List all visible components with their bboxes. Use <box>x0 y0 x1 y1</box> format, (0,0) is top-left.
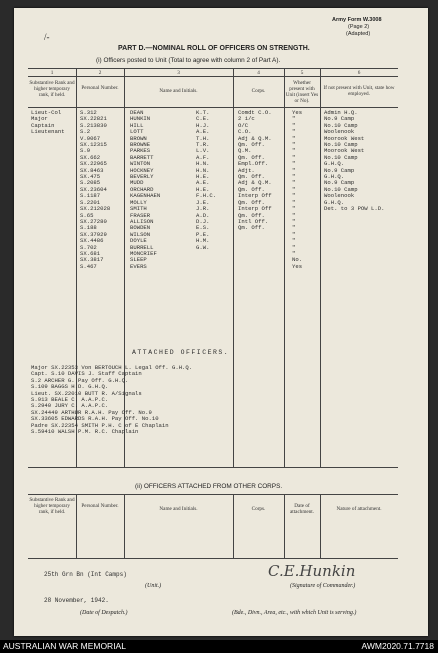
part-title: PART D.—NOMINAL ROLL OF OFFICERS ON STRENGTH. <box>118 45 310 52</box>
page-number: (Page 2) <box>348 24 370 30</box>
army-form-id: Army Form W.3008 <box>332 17 382 23</box>
col-corps: Comdt C.O. 2 i/c O/C C.O. Adj & Q.M. Qm. Off. Q.M. Qm. Off. Empl.Off. Adjt. Qm. Off. Adj & Q.M. Qm. Off. Interp Off Qm. Off. Interp Off Qm. Off. Intl Off. Qm. Off. <box>238 109 272 232</box>
sec2-header-personal-number: Personal Number. <box>81 503 119 509</box>
col-number-4: 4 <box>257 70 260 76</box>
col-header-rank: Substantive Rank and higher temporary rank, if held. <box>29 80 75 98</box>
unit-value: 25th Grn Bn (Int Camps) <box>44 571 127 578</box>
archive-id: AWM2020.71.7718 <box>361 641 434 651</box>
col-present: Yes " " " " " " " " " " " " " " " " " " " " " " No. Yes <box>292 109 303 270</box>
col-personal-numbers: S.312 SX.22821 S.213830 S.2 V.9067 SX.12315 S.9 SX.662 SX.22965 SX.8463 SX.475 S.2085 SX.23604 S.1187 S.2201 SX.212028 S.65 SX.27280 S.188 SX.37929 SX.4486 S.702 SX.681 SX.3817 S.467 <box>80 109 111 270</box>
archive-footer-bar <box>0 640 438 653</box>
sec2-header-date: Date of attachment. <box>289 503 315 515</box>
sec2-header-name: Name and Initials. <box>159 506 198 512</box>
col-ranks: Lieut-Col Major Captain Lieutenant <box>31 109 65 136</box>
col-employment: Admin H.Q. No.9 Camp No.10 Camp Woolenook Moorook West No.10 Camp Moorook West No.10 Camp G.H.Q. No.9 Camp G.H.Q. No.9 Camp No.10 Camp Woolenook G.H.Q. Det. to 3 POW L.D. <box>324 109 385 213</box>
col-header-employment: If not present with Unit, state how employed. <box>323 85 395 97</box>
signature-label: (Signature of Commander.) <box>290 583 356 589</box>
despatch-label: (Date of Despatch.) <box>80 610 128 616</box>
col-header-corps: Corps. <box>251 88 266 94</box>
col-number-5: 5 <box>300 70 304 76</box>
col-names: DEAN HUNKIN HILL LOTT BROWN BROWNE PARKES BARRETT WINTON HOCKNEY BEVERLY MUDD ORCHARD KAGENHAEN MOLLY SMITH FRASER ALLISON BOWDEN WILSON DOYLE BURRELL MONCRIEF SLEEP EVERS <box>130 109 161 270</box>
despatch-date: 28 November, 1942. <box>44 597 109 604</box>
section-two-title: (ii) OFFICERS ATTACHED FROM OTHER CORPS. <box>135 483 283 490</box>
col-number-1: 1 <box>50 70 54 76</box>
unit-label: (Unit.) <box>145 583 162 589</box>
col-header-personal-number: Personal Number. <box>81 85 119 91</box>
col-header-present: Whether present with Unit (insert Yes or No). <box>285 80 319 104</box>
sec2-header-corps: Corps. <box>251 506 266 512</box>
archive-name: AUSTRALIAN WAR MEMORIAL <box>3 641 126 651</box>
brigade-label: (Bde., Divn., Area, etc., with which Unit is serving.) <box>232 610 357 616</box>
section-one-title: (i) Officers posted to Unit (Total to agree with column 2 of Part A). <box>96 57 281 64</box>
attached-officers-list: Major SX.22353 Von BERTOUCH L. Legal Off. G.H.Q. Capt. S.10 DAVIS J. Staff Captain S.2 ARCHER G. Pay Off. G.H.Q. S.109 BAGGS H.D. G.H.Q. Lieut. SX.22010 BUTT R. A/Signals S.913 BEALE C. A.A.P.C. S.2940 JURY C. A.A.P.C. SX.24449 ARTHUR R.A.H. Pay Off. No.9 SX.33605 EDWARDS R.A.H. Pay Off. No.10 Padre SX.22354 SMITH P.H. C of E Chaplain S.59410 WALSH P.M. R.C. Chaplain <box>31 364 193 436</box>
col-header-name: Name and Initials. <box>159 88 198 94</box>
attached-officers-heading: ATTACHED OFFICERS. <box>132 349 230 356</box>
commander-signature: C.E.Hunkin <box>268 562 356 580</box>
page-mark: /- <box>44 32 50 42</box>
adapted-label: (Adapted) <box>346 31 371 37</box>
col-number-2: 2 <box>98 70 102 76</box>
sec2-header-nature: Nature of attachment. <box>336 506 382 512</box>
sec2-header-rank: Substantive Rank and higher temporary rank, if held. <box>29 497 75 515</box>
col-number-3: 3 <box>177 70 180 76</box>
col-number-6: 6 <box>357 70 361 76</box>
col-initials: K.T. C.E. H.J. A.E. T.H. T.R. L.V. A.F. H.N. H.N. H.E. A.E. H.E. F.H.C. J.E. J.R. A.D. D.J. E.S. P.E. H.M. G.W. <box>196 109 217 251</box>
